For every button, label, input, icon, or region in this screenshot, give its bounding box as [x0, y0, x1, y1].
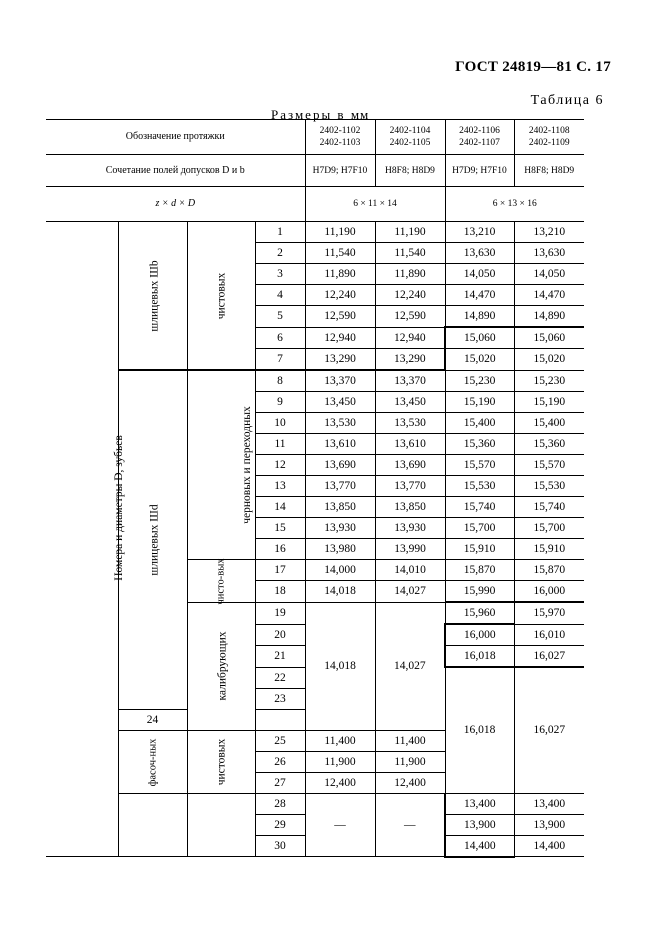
- table-label: Таблица 6: [530, 93, 604, 108]
- dash-c1: —: [305, 793, 375, 857]
- chist2-vlabel-text: чисто-вых: [215, 558, 227, 605]
- value-c3: 13,210: [445, 222, 514, 243]
- chist1-vlabel-text: чистовых: [214, 272, 227, 319]
- value-c2: 11,400: [375, 730, 445, 751]
- chist2-vlabel: [187, 560, 255, 603]
- value-c4: 15,190: [514, 392, 584, 413]
- tolerances-label-text: Сочетание полей допусков D и b: [105, 164, 245, 176]
- value-c2: 13,930: [375, 518, 445, 539]
- value-c3: 15,230: [445, 370, 514, 392]
- merged-value-c4: 16,027: [514, 667, 584, 793]
- row-number: 26: [255, 751, 305, 772]
- value-c3: 16,018: [445, 646, 514, 668]
- row-number: 28: [255, 793, 305, 814]
- designation-col3-a: 2402-1106: [459, 126, 500, 136]
- value-c4: 16,010: [514, 624, 584, 646]
- row-number: 15: [255, 518, 305, 539]
- value-c1: 13,290: [305, 349, 375, 371]
- value-c4: 13,400: [514, 793, 584, 814]
- value-c2: 12,240: [375, 285, 445, 306]
- value-c1: 13,770: [305, 476, 375, 497]
- fask-vlabel-text: фасоч-ных: [147, 738, 158, 786]
- row-number: 22: [255, 667, 305, 688]
- row-number: 14: [255, 497, 305, 518]
- value-c3: 15,530: [445, 476, 514, 497]
- designation-col4-b: 2402-1109: [528, 138, 570, 148]
- row-number: 1: [255, 222, 305, 243]
- row-number: 11: [255, 434, 305, 455]
- kalib-vlabel: [187, 602, 255, 730]
- value-c2: 13,610: [375, 434, 445, 455]
- row-number: 12: [255, 455, 305, 476]
- value-c3: 15,400: [445, 413, 514, 434]
- row-number: 6: [255, 327, 305, 349]
- value-c2: 12,400: [375, 772, 445, 793]
- value-c1: 13,450: [305, 392, 375, 413]
- value-c4: 15,740: [514, 497, 584, 518]
- value-c4: 15,570: [514, 455, 584, 476]
- row-number: 4: [255, 285, 305, 306]
- value-c4: 14,400: [514, 835, 584, 857]
- designation-col3-b: 2402-1107: [459, 138, 500, 148]
- value-c3: 15,870: [445, 560, 514, 581]
- value-c4: 13,210: [514, 222, 584, 243]
- designation-col1-b: 2402-1103: [319, 138, 361, 148]
- value-c1: 12,590: [305, 306, 375, 328]
- row-number: 21: [255, 646, 305, 668]
- chern-vlabel: [187, 370, 255, 560]
- value-c3: 14,890: [445, 306, 514, 328]
- value-c2: 11,540: [375, 243, 445, 264]
- value-c3: 15,060: [445, 327, 514, 349]
- shlb-vlabel-text: шлицевых Шb: [148, 259, 161, 332]
- value-c2: 12,590: [375, 306, 445, 328]
- value-c2: 11,190: [375, 222, 445, 243]
- blank-cell: [118, 793, 187, 857]
- row-number: 19: [255, 602, 305, 624]
- value-c4: 15,020: [514, 349, 584, 371]
- row-number: 27: [255, 772, 305, 793]
- row-number: 29: [255, 814, 305, 835]
- blank-cell: [46, 793, 118, 857]
- value-c1: 11,190: [305, 222, 375, 243]
- value-c4: 15,870: [514, 560, 584, 581]
- value-c2: 12,940: [375, 327, 445, 349]
- designation-col3: [445, 120, 514, 155]
- tol-col1: H7D9; H7F10: [305, 155, 375, 187]
- main-vlabel-text: Номера и диаметры D, зубьев: [112, 434, 125, 581]
- row-number: 9: [255, 392, 305, 413]
- row-number: 16: [255, 539, 305, 560]
- designation-col2-b: 2402-1105: [389, 138, 431, 148]
- value-c4: 15,700: [514, 518, 584, 539]
- value-c1: 13,850: [305, 497, 375, 518]
- designation-label: Обозначение протяжки: [46, 120, 305, 155]
- value-c3: 15,990: [445, 581, 514, 603]
- row-number: 10: [255, 413, 305, 434]
- value-c2: 13,690: [375, 455, 445, 476]
- value-c1: 13,610: [305, 434, 375, 455]
- value-c4: 16,027: [514, 646, 584, 668]
- value-c2: 11,900: [375, 751, 445, 772]
- value-c1: 11,540: [305, 243, 375, 264]
- row-number: 5: [255, 306, 305, 328]
- designation-col2: [375, 120, 445, 155]
- row-number: 7: [255, 349, 305, 371]
- row-number: 8: [255, 370, 305, 392]
- kalib-vlabel-text: калибрующих: [216, 631, 229, 701]
- shld-vlabel-text: шлицевых Шd: [148, 504, 161, 576]
- value-c2: 13,530: [375, 413, 445, 434]
- value-c4: 15,230: [514, 370, 584, 392]
- designation-col4: [514, 120, 584, 155]
- row-number: 20: [255, 624, 305, 646]
- value-c3: 15,740: [445, 497, 514, 518]
- value-c1: 12,940: [305, 327, 375, 349]
- units-value: мм: [350, 107, 370, 122]
- value-c3: 15,360: [445, 434, 514, 455]
- chist1-vlabel: [187, 222, 255, 371]
- value-c3: 14,470: [445, 285, 514, 306]
- value-c2: 14,027: [375, 581, 445, 603]
- value-c3: 15,570: [445, 455, 514, 476]
- value-c1: 14,018: [305, 581, 375, 603]
- value-c1: 12,400: [305, 772, 375, 793]
- chist3-vlabel: [187, 730, 255, 793]
- row-number: 17: [255, 560, 305, 581]
- merged-value-c3: 16,018: [445, 667, 514, 793]
- value-c2: 13,990: [375, 539, 445, 560]
- value-c1: 11,900: [305, 751, 375, 772]
- value-c3: 13,630: [445, 243, 514, 264]
- value-c3: 15,020: [445, 349, 514, 371]
- value-c3: 13,400: [445, 793, 514, 814]
- row-number: 13: [255, 476, 305, 497]
- row-number: 23: [255, 688, 305, 709]
- value-c1: 13,690: [305, 455, 375, 476]
- value-c4: 14,050: [514, 264, 584, 285]
- value-c4: 14,890: [514, 306, 584, 328]
- value-c3: 14,400: [445, 835, 514, 857]
- tol-col3: H7D9; H7F10: [445, 155, 514, 187]
- units-prefix: Размеры в: [271, 107, 346, 122]
- designation-col1: [305, 120, 375, 155]
- value-c2: 13,770: [375, 476, 445, 497]
- value-c1: 13,530: [305, 413, 375, 434]
- value-c2: 13,450: [375, 392, 445, 413]
- designation-col2-a: 2402-1104: [389, 126, 431, 136]
- value-c4: 15,530: [514, 476, 584, 497]
- value-c1: 11,890: [305, 264, 375, 285]
- shld-vlabel: [118, 370, 187, 709]
- row-number: 2: [255, 243, 305, 264]
- row-number: 30: [255, 835, 305, 857]
- chern-vlabel-text: черновых и переходных: [240, 406, 253, 524]
- tolerances-label: [46, 155, 305, 187]
- zdD-group1: 6 × 11 × 14: [305, 187, 445, 222]
- value-c2: 13,290: [375, 349, 445, 371]
- document-header: ГОСТ 24819—81 С. 17: [455, 59, 611, 75]
- value-c4: 15,970: [514, 602, 584, 624]
- zdD-group2: 6 × 13 × 16: [445, 187, 584, 222]
- shlb-vlabel: [118, 222, 187, 371]
- value-c1: 13,370: [305, 370, 375, 392]
- value-c1: 11,400: [305, 730, 375, 751]
- tol-col2: H8F8; H8D9: [375, 155, 445, 187]
- dash-c2: —: [375, 793, 445, 857]
- zdD-label: z × d × D: [46, 187, 305, 222]
- tol-col4: H8F8; H8D9: [514, 155, 584, 187]
- value-c3: 14,050: [445, 264, 514, 285]
- designation-col1-a: 2402-1102: [319, 126, 361, 136]
- value-c3: 15,700: [445, 518, 514, 539]
- value-c3: 16,000: [445, 624, 514, 646]
- row-number: 24: [118, 709, 187, 730]
- value-c4: 13,900: [514, 814, 584, 835]
- merged-value-c2: 14,027: [375, 602, 445, 730]
- value-c1: 14,000: [305, 560, 375, 581]
- value-c3: 15,910: [445, 539, 514, 560]
- blank-cell: [187, 793, 255, 857]
- value-c3: 13,900: [445, 814, 514, 835]
- value-c2: 11,890: [375, 264, 445, 285]
- value-c1: 13,930: [305, 518, 375, 539]
- value-c4: 15,360: [514, 434, 584, 455]
- value-c2: 13,370: [375, 370, 445, 392]
- merged-value-c1: 14,018: [305, 602, 375, 730]
- value-c2: 14,010: [375, 560, 445, 581]
- designation-col4-a: 2402-1108: [528, 126, 570, 136]
- value-c4: 15,910: [514, 539, 584, 560]
- dimensions-table: [46, 119, 584, 858]
- value-c3: 15,960: [445, 602, 514, 624]
- value-c4: 16,000: [514, 581, 584, 603]
- row-number: 25: [255, 730, 305, 751]
- value-c1: 12,240: [305, 285, 375, 306]
- row-number: 18: [255, 581, 305, 603]
- value-c4: 13,630: [514, 243, 584, 264]
- value-c4: 14,470: [514, 285, 584, 306]
- row-number: 3: [255, 264, 305, 285]
- value-c4: 15,060: [514, 327, 584, 349]
- fask-vlabel: [118, 730, 187, 793]
- value-c1: 13,980: [305, 539, 375, 560]
- value-c4: 15,400: [514, 413, 584, 434]
- chist3-vlabel-text: чистовых: [214, 738, 227, 785]
- value-c3: 15,190: [445, 392, 514, 413]
- main-vlabel: [46, 222, 125, 794]
- value-c2: 13,850: [375, 497, 445, 518]
